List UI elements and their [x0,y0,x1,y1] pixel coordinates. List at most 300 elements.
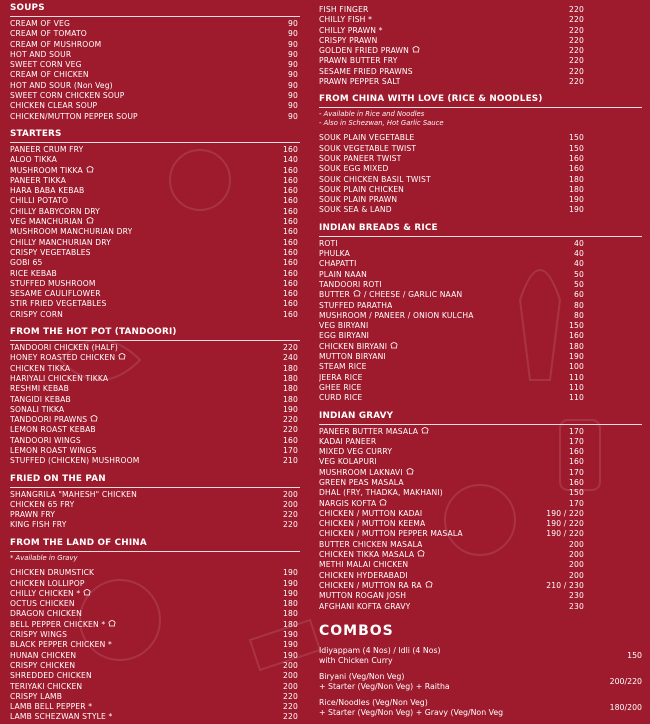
menu-item-price: 160 [569,331,584,341]
menu-item-name [10,299,106,309]
menu-item [319,383,642,393]
menu-item-name [10,238,111,248]
chef-hat-icon [421,427,430,437]
menu-item-price: 170 [283,445,298,455]
menu-item-name [10,500,74,510]
menu-item-price: 90 [288,49,298,59]
menu-item-price: 160 [283,196,298,206]
menu-item-price: 220 [569,25,584,35]
menu-item-name [319,77,400,87]
menu-item-name-text: LEMON ROAST WINGS [10,445,97,455]
menu-item [319,488,642,498]
menu-item-name [10,446,97,456]
menu-item-name-text: SESAME FRIED PRAWNS [319,66,413,76]
menu-item-price: 220 [569,56,584,66]
menu-item-name [10,258,42,268]
menu-item-price: 220 [283,520,298,530]
menu-item-name-text: CHICKEN CLEAR SOUP [10,101,98,111]
chef-hat-icon [353,290,362,300]
menu-item-name-text: JEERA RICE [319,372,363,382]
menu-item-price: 90 [288,70,298,80]
menu-item-name [10,579,85,589]
menu-item-name [10,415,99,425]
menu-item-name-text: SWEET CORN CHICKEN SOUP [10,91,125,101]
menu-item [319,321,642,331]
chef-hat-icon [412,46,421,56]
menu-item [10,176,300,186]
menu-item-price: 190 [283,568,298,578]
menu-item-name-text: SOUK VEGETABLE TWIST [319,143,417,153]
menu-item-name-text: GHEE RICE [319,382,362,392]
menu-item-price: 160 [569,447,584,457]
menu-item [319,133,642,143]
section-title-breads: INDIAN BREADS & RICE [319,220,642,237]
menu-item-name [10,374,108,384]
menu-item [10,374,300,384]
menu-item-price: 220 [569,5,584,14]
menu-item-name-text: HARIYALI CHICKEN TIKKA [10,373,109,383]
menu-item-name [10,310,63,320]
menu-item [319,67,642,77]
menu-item-price: 110 [569,382,584,392]
menu-item-price: 90 [288,91,298,101]
section-title-combos: COMBOS [319,622,394,639]
menu-item [319,362,642,372]
menu-item [319,144,642,154]
menu-item [10,395,300,405]
menu-item-price: 160 [283,186,298,196]
menu-item-name-text: STUFFED MUSHROOM [10,278,96,288]
combo-description [319,672,569,692]
menu-item-name [319,383,362,393]
menu-item-price: 170 [569,426,584,436]
starters-list [10,145,300,320]
menu-item-name [10,29,87,39]
menu-item [319,15,642,25]
menu-item-price: 200 [283,681,298,691]
menu-item [319,175,642,185]
menu-item-price: 180 [569,341,584,351]
menu-item-name-text: TERIYAKI CHICKEN [10,681,83,691]
menu-item-name-suffix: / CHEESE / GARLIC NAAN [363,290,463,300]
menu-item [10,196,300,206]
menu-item [10,299,300,309]
menu-item-price: 220 [283,510,298,520]
menu-item-name-text: BUTTER [319,290,350,300]
menu-item [10,289,300,299]
menu-item-name [319,164,388,174]
menu-item-name-text: TANDOORI PRAWNS [10,415,88,425]
menu-item-name-text: BELL PEPPER CHICKEN * [10,619,106,629]
menu-item-price: 180 [283,599,298,609]
menu-item-name-text: RICE KEBAB [10,268,57,278]
menu-item-name-text: CHICKEN DRUMSTICK [10,568,95,578]
menu-item-name-text: SOUK CHICKEN BASIL TWIST [319,174,431,184]
menu-item-price: 150 [569,321,584,331]
chef-hat-icon [390,342,399,352]
menu-item [10,227,300,237]
menu-item [10,702,300,712]
menu-item-name [319,550,426,560]
menu-item-price: 160 [283,217,298,227]
menu-item-price: 90 [288,101,298,111]
menu-item-price: 180 [283,384,298,394]
menu-item [10,405,300,415]
menu-item [319,342,642,352]
combo-item [319,698,642,718]
menu-item-name [10,248,91,258]
menu-item [319,571,642,581]
section-title-starters: STARTERS [10,126,300,143]
menu-item-name-text: METHI MALAI CHICKEN [319,560,409,570]
china-note: * Available in Gravy [10,553,78,562]
menu-item-price: 220 [569,66,584,76]
menu-item-name-text: CHICKEN / MUTTON PEPPER MASALA [319,529,463,539]
menu-item-name-text: KING FISH FRY [10,520,67,530]
menu-item-name [10,70,89,80]
menu-item-price: 220 [283,425,298,435]
menu-item-name [319,15,372,25]
menu-item-price: 170 [569,436,584,446]
menu-item-name-text: VEG KOLAPURI [319,457,377,467]
menu-item-name [319,352,386,362]
menu-item-name-text: GOLDEN FRIED PRAWN [319,46,409,56]
menu-item-name-text: SHANGRILA "MAHESH" CHICKEN [10,489,137,499]
menu-item-name-text: ROTI [319,238,338,248]
menu-item-name-text: SESAME CAULIFLOWER [10,289,101,299]
menu-item-name [10,692,62,702]
menu-item-name [10,50,71,60]
menu-item-name-text: CHILLI POTATO [10,196,69,206]
combo-description [319,698,569,718]
menu-item-name [10,176,66,186]
menu-item-name-text: STUFFED (CHICKEN) MUSHROOM [10,456,140,466]
menu-item [319,591,642,601]
menu-item-name-text: DRAGON CHICKEN [10,609,82,619]
menu-item-name-text: CHICKEN/MUTTON PEPPER SOUP [10,111,138,121]
menu-item-name-text: HUNAN CHICKEN [10,650,77,660]
menu-item-name [10,425,96,435]
menu-item-price: 90 [288,60,298,70]
menu-item-price: 200 [569,550,584,560]
menu-item [10,520,300,530]
menu-item-name-text: CHICKEN HYDERABADI [319,570,408,580]
menu-item-name-text: PRAWN FRY [10,510,56,520]
menu-item [10,712,300,722]
menu-item-name [10,353,127,363]
menu-item [319,280,642,290]
section-title-gravy: INDIAN GRAVY [319,408,642,425]
menu-item-name [319,560,408,570]
menu-item [10,310,300,320]
menu-item-name-text: CHILLY PRAWN * [319,25,383,35]
menu-item-price: 100 [569,362,584,372]
menu-item-name [319,519,425,529]
menu-item-name [10,661,75,671]
menu-item-name [319,362,367,372]
menu-item-name [319,321,368,331]
menu-item-name [10,712,112,722]
menu-item-name [10,436,81,446]
menu-item-price: 210 [283,456,298,466]
menu-item-name-text: PLAIN NAAN [319,269,367,279]
menu-item-name-text: SWEET CORN VEG [10,60,82,70]
menu-item-name-text: CURD RICE [319,393,363,403]
menu-item-price: 190 [283,404,298,414]
menu-item-price: 190 [283,630,298,640]
menu-item-name [319,602,410,612]
menu-item-name [319,571,408,581]
menu-item-name [10,671,92,681]
menu-item-price: 190 / 220 [546,529,584,539]
menu-item-name [319,195,397,205]
menu-item-name-text: PRAWN PEPPER SALT [319,77,401,87]
rice-noodles-list [319,133,642,215]
menu-item [10,589,300,599]
menu-item-name-text: PHULKA [319,249,351,259]
menu-item [10,186,300,196]
menu-item [319,393,642,403]
section-title-china: FROM THE LAND OF CHINA [10,535,300,552]
menu-item-name-text: CREAM OF MUSHROOM [10,39,102,49]
menu-item [10,640,300,650]
menu-item-name-text: CHILLY FISH * [319,15,373,25]
menu-item [319,468,642,478]
menu-item-price: 90 [288,29,298,39]
menu-item-price: 170 [569,467,584,477]
menu-item [10,682,300,692]
menu-item [10,112,300,122]
menu-item-name-text: AFGHANI KOFTA GRAVY [319,601,411,611]
menu-item [319,478,642,488]
menu-item [10,353,300,363]
menu-item-name-text: HOT AND SOUR (Non Veg) [10,80,113,90]
menu-item [10,510,300,520]
menu-item-price: 190 [569,195,584,205]
left-column [10,0,300,723]
menu-item-name [10,510,55,520]
combo-line2: + Starter (Veg/Non Veg) + Gravy (Veg/Non Veg [319,707,504,717]
menu-item-name-text: VEG MANCHURIAN [10,217,83,227]
menu-item [319,331,642,341]
menu-item [10,258,300,268]
menu-item [10,671,300,681]
menu-item [319,373,642,383]
menu-item-name [319,36,377,46]
menu-item [319,5,642,15]
menu-item [10,248,300,258]
menu-item-name-text: HARA BABA KEBAB [10,186,85,196]
menu-item-name [10,196,68,206]
menu-item [10,269,300,279]
menu-item-name-text: SOUK PLAIN CHICKEN [319,184,404,194]
menu-item-price: 180 [283,363,298,373]
menu-item [10,436,300,446]
menu-item-name-text: TANDOORI ROTI [319,279,382,289]
menu-item-name-text: CRISPY VEGETABLES [10,247,91,257]
menu-item [10,490,300,500]
menu-item [10,50,300,60]
menu-item [10,81,300,91]
menu-item-price: 90 [288,111,298,121]
menu-item-name [319,468,415,478]
menu-item-name-text: MUSHROOM MANCHURIAN DRY [10,227,133,237]
menu-item-price: 40 [574,259,584,269]
menu-item [10,620,300,630]
menu-item-name-text: SHREDDED CHICKEN [10,671,92,681]
menu-item-price: 200 [569,539,584,549]
menu-item-name-text: VEG BIRYANI [319,321,369,331]
menu-item-name-text: CHILLY CHICKEN * [10,588,81,598]
menu-item [10,101,300,111]
menu-item-price: 40 [574,238,584,248]
menu-item-name [319,581,434,591]
menu-item-name-text: STEAM RICE [319,362,367,372]
menu-item-name [319,26,383,36]
menu-item-price: 220 [283,415,298,425]
menu-item [319,581,642,591]
menu-item-name-text: LAMB BELL PEPPER * [10,702,93,712]
menu-item-name [10,568,94,578]
menu-item-name [10,19,70,29]
menu-item-price: 160 [569,457,584,467]
menu-item-price: 160 [283,435,298,445]
menu-item-name [319,311,474,321]
menu-item-price: 40 [574,249,584,259]
menu-item-name-text: MUTTON BIRYANI [319,352,386,362]
menu-item-name [319,280,382,290]
menu-item [10,19,300,29]
menu-item-price: 160 [283,268,298,278]
menu-item-name-text: CHICKEN / MUTTON KADAI [319,508,423,518]
menu-item-price: 90 [288,39,298,49]
menu-item [10,364,300,374]
menu-item-name-text: CHICKEN 65 FRY [10,499,75,509]
menu-item [319,602,642,612]
menu-item [319,529,642,539]
menu-item-name [319,270,367,280]
menu-item-name-text: TANGIDI KEBAB [10,394,71,404]
menu-item-name [10,490,137,500]
menu-item-name [319,488,443,498]
menu-item-name-text: CHICKEN TIKKA MASALA [319,550,415,560]
menu-item-price: 160 [283,237,298,247]
menu-item-price: 180 [569,184,584,194]
chef-hat-icon [417,550,426,560]
menu-item-name [10,155,57,165]
menu-item-name-text: PRAWN BUTTER FRY [319,56,398,66]
menu-item-name [10,166,95,176]
section-title-pan: FRIED ON THE PAN [10,471,300,488]
menu-item-name [10,640,112,650]
menu-item-price: 220 [283,691,298,701]
chef-hat-icon [86,166,95,176]
menu-item-name [10,217,95,227]
menu-item-price: 190 [283,578,298,588]
chef-hat-icon [108,620,117,630]
section-title-rice-noodles: FROM CHINA WITH LOVE (RICE & NOODLES) [319,91,642,108]
menu-item-name [10,520,67,530]
section-title-hotpot: FROM THE HOT POT (TANDOORI) [10,324,300,341]
menu-item [10,384,300,394]
menu-item-name [10,702,92,712]
menu-item-name-text: SOUK PANEER TWIST [319,153,402,163]
menu-item-name [319,427,430,437]
menu-item-name-text: LEMON ROAST KEBAB [10,425,96,435]
menu-item [10,217,300,227]
menu-item-name-text: LAMB SCHEZWAN STYLE * [10,712,113,722]
menu-item-price: 220 [283,712,298,722]
menu-item-price: 90 [288,80,298,90]
menu-item [319,540,642,550]
chef-hat-icon [379,499,388,509]
menu-item-name [10,40,101,50]
menu-item-name [10,227,132,237]
menu-item-name [319,373,363,383]
menu-item-name-text: SOUK PLAIN VEGETABLE [319,133,415,143]
menu-item-name-text: EGG BIRYANI [319,331,370,341]
menu-item-price: 180 [283,394,298,404]
menu-item-name [10,343,118,353]
seafood-list [319,5,642,87]
menu-item-name-text: SOUK EGG MIXED [319,164,389,174]
combo-price: 180/200 [609,702,642,712]
menu-item-price: 50 [574,279,584,289]
menu-item-name [10,60,82,70]
menu-item [10,40,300,50]
menu-item-name [10,269,57,279]
menu-item-name-text: CHILLY BABYCORN DRY [10,206,100,216]
menu-item-name-text: TANDOORI CHICKEN (HALF) [10,343,118,353]
menu-item-name-text: CRISPY PRAWN [319,35,378,45]
menu-item-name [10,630,67,640]
menu-item-price: 150 [569,488,584,498]
menu-item-price: 190 / 220 [546,508,584,518]
menu-item [10,446,300,456]
menu-item [10,343,300,353]
menu-item [319,457,642,467]
combo-price: 200/220 [609,676,642,686]
menu-item-name-text: KADAI PANEER [319,436,377,446]
menu-item-name [319,154,401,164]
menu-item-name-text: STIR FRIED VEGETABLES [10,299,107,309]
menu-item-price: 160 [283,165,298,175]
menu-item-name [10,651,76,661]
menu-item-price: 220 [569,77,584,87]
menu-item-price: 180 [283,373,298,383]
menu-item [10,651,300,661]
menu-item-price: 200 [283,660,298,670]
combo-line1: Idiyappam (4 Nos) / Idli (4 Nos) [319,645,441,655]
menu-item-name [319,447,392,457]
menu-item-price: 220 [569,35,584,45]
section-title-soups: SOUPS [10,0,300,17]
combo-description [319,646,569,666]
menu-item-name [10,364,70,374]
menu-item-name [10,186,84,196]
menu-item-price: 160 [283,227,298,237]
menu-item [319,550,642,560]
menu-item [10,155,300,165]
menu-item [319,519,642,529]
menu-item-name [10,91,124,101]
menu-item-name [319,56,398,66]
menu-item [10,145,300,155]
menu-item [319,427,642,437]
combo-line2: with Chicken Curry [319,655,393,665]
menu-item-price: 200 [569,570,584,580]
menu-item-name-text: BUTTER CHICKEN MASALA [319,539,423,549]
